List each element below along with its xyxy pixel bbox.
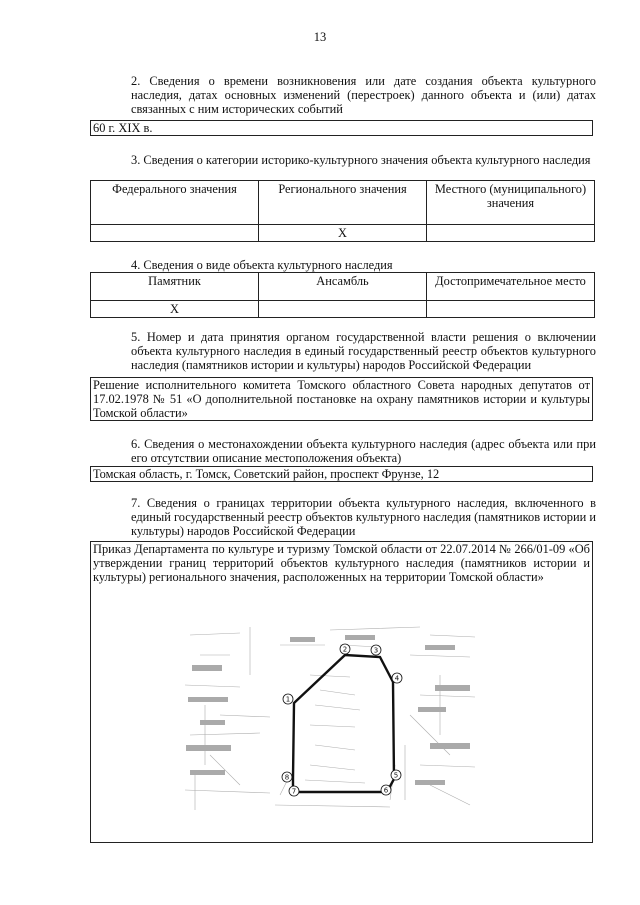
- section-7-text: [91, 496, 596, 538]
- section-7-heading: 7. Сведения о границах территории объекта культурного наследия, включенного в единый государственный реестр объектов культурного наследия (памятников истории и культуры) народов Российской Федерации: [131, 496, 596, 538]
- section-2-heading: 2. Сведения о времени возникновения или дате создания объекта культурного наследия, датах основных изменений (перестроек) данного объекта и (или) датах связанных с ним исторических событий: [131, 74, 596, 116]
- section-7-value: Приказ Департамента по культуре и туризму Томской области от 22.07.2014 № 266/01-09 «Об утверждении границ территорий объектов культурного наследия (памятников истории и культуры) регионального значения, расположенных на территории Томской области»: [93, 542, 590, 584]
- point-6-label: 6: [383, 786, 389, 795]
- section-3-heading: 3. Сведения о категории историко-культурного значения объекта культурного наследия: [131, 153, 591, 167]
- point-7-label: 7: [291, 787, 297, 796]
- territory-boundary: [293, 655, 394, 792]
- section-5-value: Решение исполнительного комитета Томского областного Совета народных депутатов от 17.02.1978 № 51 «О дополнительной постановке на охрану памятников истории и культуры Томской области»: [90, 377, 593, 421]
- point-8-label: 8: [284, 773, 290, 782]
- section-4-text: [91, 258, 596, 272]
- type-mark-landmark: [427, 301, 595, 318]
- point-4-label: 4: [394, 674, 400, 683]
- point-1-label: 1: [285, 695, 291, 704]
- map-background-glyphs: [186, 635, 470, 785]
- section-4-heading: 4. Сведения о виде объекта культурного наследия: [131, 258, 393, 272]
- category-header-federal: Федерального значения: [91, 181, 259, 225]
- category-header-regional: Регионального значения: [259, 181, 427, 225]
- section-5-text: [91, 330, 596, 372]
- type-table: [90, 272, 595, 318]
- section-2-value: 60 г. XIX в.: [90, 120, 593, 136]
- category-header-local: Местного (муниципального) значения: [427, 181, 595, 225]
- section-6-value: Томская область, г. Томск, Советский район, проспект Фрунзе, 12: [90, 466, 593, 482]
- point-2-label: 2: [342, 645, 348, 654]
- section-3-text: [91, 153, 596, 167]
- category-mark-regional: Х: [259, 225, 427, 242]
- type-header-ensemble: Ансамбль: [259, 273, 427, 301]
- type-mark-monument: Х: [91, 301, 259, 318]
- category-mark-federal: [91, 225, 259, 242]
- point-3-label: 3: [373, 646, 379, 655]
- page-number: 13: [313, 30, 327, 44]
- category-table: [90, 180, 595, 242]
- type-header-landmark: Достопримечательное место: [427, 273, 595, 301]
- type-header-monument: Памятник: [91, 273, 259, 301]
- category-mark-local: [427, 225, 595, 242]
- section-5-heading: 5. Номер и дата принятия органом государственной власти решения о включении объекта культурного наследия в единый государственный реестр объектов культурного наследия (памятников истории и культуры) народов Российской Федерации: [131, 330, 596, 372]
- section-2-text: [91, 74, 596, 116]
- boundary-map: [180, 615, 480, 815]
- point-5-label: 5: [393, 771, 399, 780]
- type-mark-ensemble: [259, 301, 427, 318]
- section-6-heading: 6. Сведения о местонахождении объекта культурного наследия (адрес объекта или при его отсутствии описание местоположения объекта): [131, 437, 596, 465]
- section-6-text: [91, 437, 596, 465]
